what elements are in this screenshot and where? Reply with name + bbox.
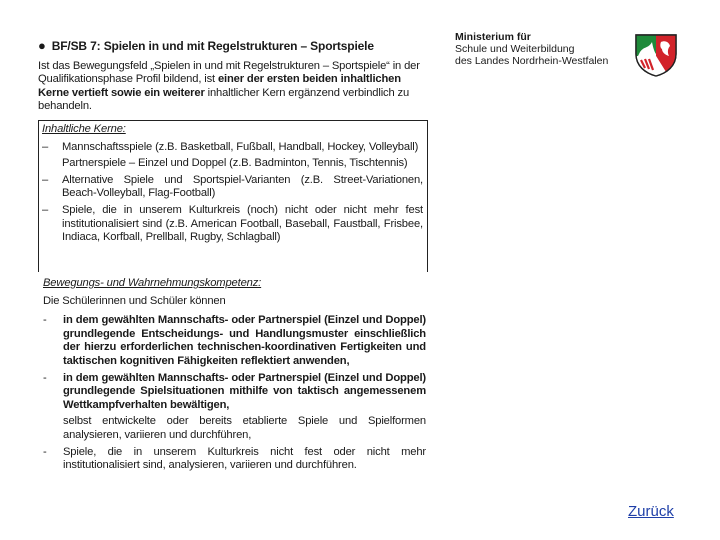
intro-bold-text: einer der ersten beiden inhaltlichen Kerne vertieft sowie ein weiterer [38,73,401,99]
competence-lead: Die Schülerinnen und Schüler können [43,294,226,307]
list-marker: – [42,173,49,186]
list-item-text: Spiele, die in unserem Kulturkreis nicht fest oder nicht mehr institutionalisiert sind, analysieren, variieren und durchführen. [63,445,426,472]
scanned-document [38,40,430,476]
list-item [42,141,423,155]
content-cores-box [38,120,428,272]
list-item-text: Partnerspiele – Einzel und Doppel (z.B. Badminton, Tennis, Tischtennis) [62,157,408,170]
content-cores-title: Inhaltliche Kerne: [42,122,126,135]
list-item-continuation: selbst entwickelte oder bereits etablierte Spiele und Spielformen analysieren, variieren und durchführen, [63,415,426,441]
list-marker: - [43,314,47,327]
list-item [42,174,423,201]
heading-bullet: ● [38,38,46,53]
intro-end-text: inhaltlicher Kern ergänzend verbindlich zu behandeln. [38,86,410,113]
list-item-text: Alternative Spiele und Sportspiel-Varianten (z.B. Street-Variationen, Beach-Volleyball, Flag-Football) [62,173,423,200]
list-item-text: in dem gewählten Mannschafts- oder Partnerspiel (Einzel und Doppel) grundlegende Spielsituationen mithilfe von taktisch angemessenem Wettkampfverhalten bewältigen, [63,371,426,411]
list-marker: – [42,203,49,216]
list-item [43,314,426,368]
list-marker: – [42,140,49,153]
nrw-coat-of-arms-icon [632,32,680,78]
list-item [42,157,423,171]
heading-text: BF/SB 7: Spielen in und mit Regelstrukturen – Sportspiele [51,39,374,53]
ministry-line-2: Schule und Weiterbildung [455,43,575,55]
list-marker [42,157,62,171]
list-item-text: Spiele, die in unserem Kulturkreis (noch) nicht oder nicht mehr fest institutionalisiert sind (z.B. American Football, Baseball, Faustball, Frisbee, Indiaca, Korfball, Prellball, Rugby, Schlagball) [62,203,423,244]
ministry-line-1: Ministerium für [455,31,531,43]
list-item [43,446,426,473]
ministry-header [455,31,608,67]
list-item [43,372,426,413]
list-marker: - [43,371,47,384]
list-item [42,204,423,245]
intro-text: Ist das Bewegungsfeld „Spielen in und mit Regelstrukturen – Sportspiele“ in der Qualifikationsphase Profil bildend, ist [38,59,420,86]
list-marker: - [43,445,47,458]
back-link[interactable]: Zurück [628,503,674,520]
section-heading [38,40,430,54]
ministry-line-3: des Landes Nordrhein-Westfalen [455,55,609,67]
intro-paragraph [38,60,430,114]
competence-title: Bewegungs- und Wahrnehmungskompetenz: [43,276,262,289]
list-item-text: in dem gewählten Mannschafts- oder Partnerspiel (Einzel und Doppel) grundlegende Entscheidungs- und Handlungsmuster einschließlich der hierzu erforderlichen technischen-koordinativen Fertigkeiten und taktischen kognitiven Fähigkeiten reflektiert anwenden, [63,314,426,367]
list-item-text: Mannschaftsspiele (z.B. Basketball, Fußball, Handball, Hockey, Volleyball) [62,140,419,153]
competence-section [38,277,430,473]
